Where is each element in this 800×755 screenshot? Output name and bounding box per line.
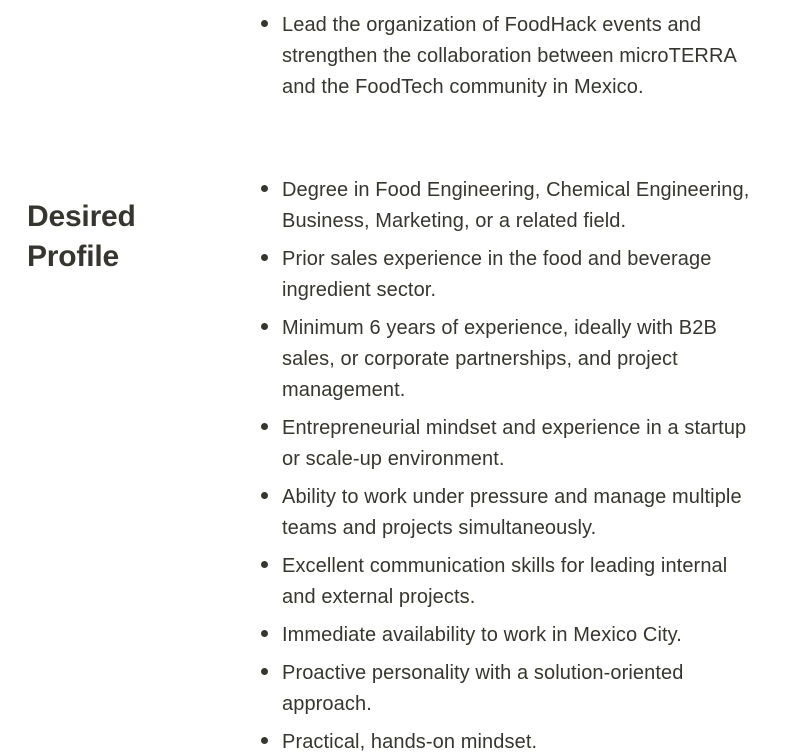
list-item: Immediate availability to work in Mexico City. bbox=[282, 620, 760, 651]
list-item: Excellent communication skills for leading internal and external projects. bbox=[282, 551, 760, 613]
intro-section-row bbox=[0, 0, 800, 103]
list-item: Practical, hands-on mindset. bbox=[282, 727, 760, 755]
list-item: Lead the organization of FoodHack events and strengthen the collaboration between microTERRA and the FoodTech community in Mexico. bbox=[282, 10, 760, 103]
section-heading: Desired Profile bbox=[27, 200, 136, 273]
desired-profile-row bbox=[0, 175, 800, 755]
desired-profile-heading-cell bbox=[0, 175, 255, 277]
desired-profile-bullet-list bbox=[255, 175, 760, 755]
list-item: Degree in Food Engineering, Chemical Engineering, Business, Marketing, or a related field. bbox=[282, 175, 760, 237]
list-item: Prior sales experience in the food and beverage ingredient sector. bbox=[282, 244, 760, 306]
list-item: Proactive personality with a solution-oriented approach. bbox=[282, 658, 760, 720]
list-item: Ability to work under pressure and manage multiple teams and projects simultaneously. bbox=[282, 482, 760, 544]
list-item: Entrepreneurial mindset and experience in a startup or scale-up environment. bbox=[282, 413, 760, 475]
intro-bullet-list bbox=[255, 10, 760, 103]
intro-right-cell bbox=[255, 10, 760, 103]
list-item: Minimum 6 years of experience, ideally with B2B sales, or corporate partnerships, and project management. bbox=[282, 313, 760, 406]
desired-profile-list-cell bbox=[255, 175, 760, 755]
